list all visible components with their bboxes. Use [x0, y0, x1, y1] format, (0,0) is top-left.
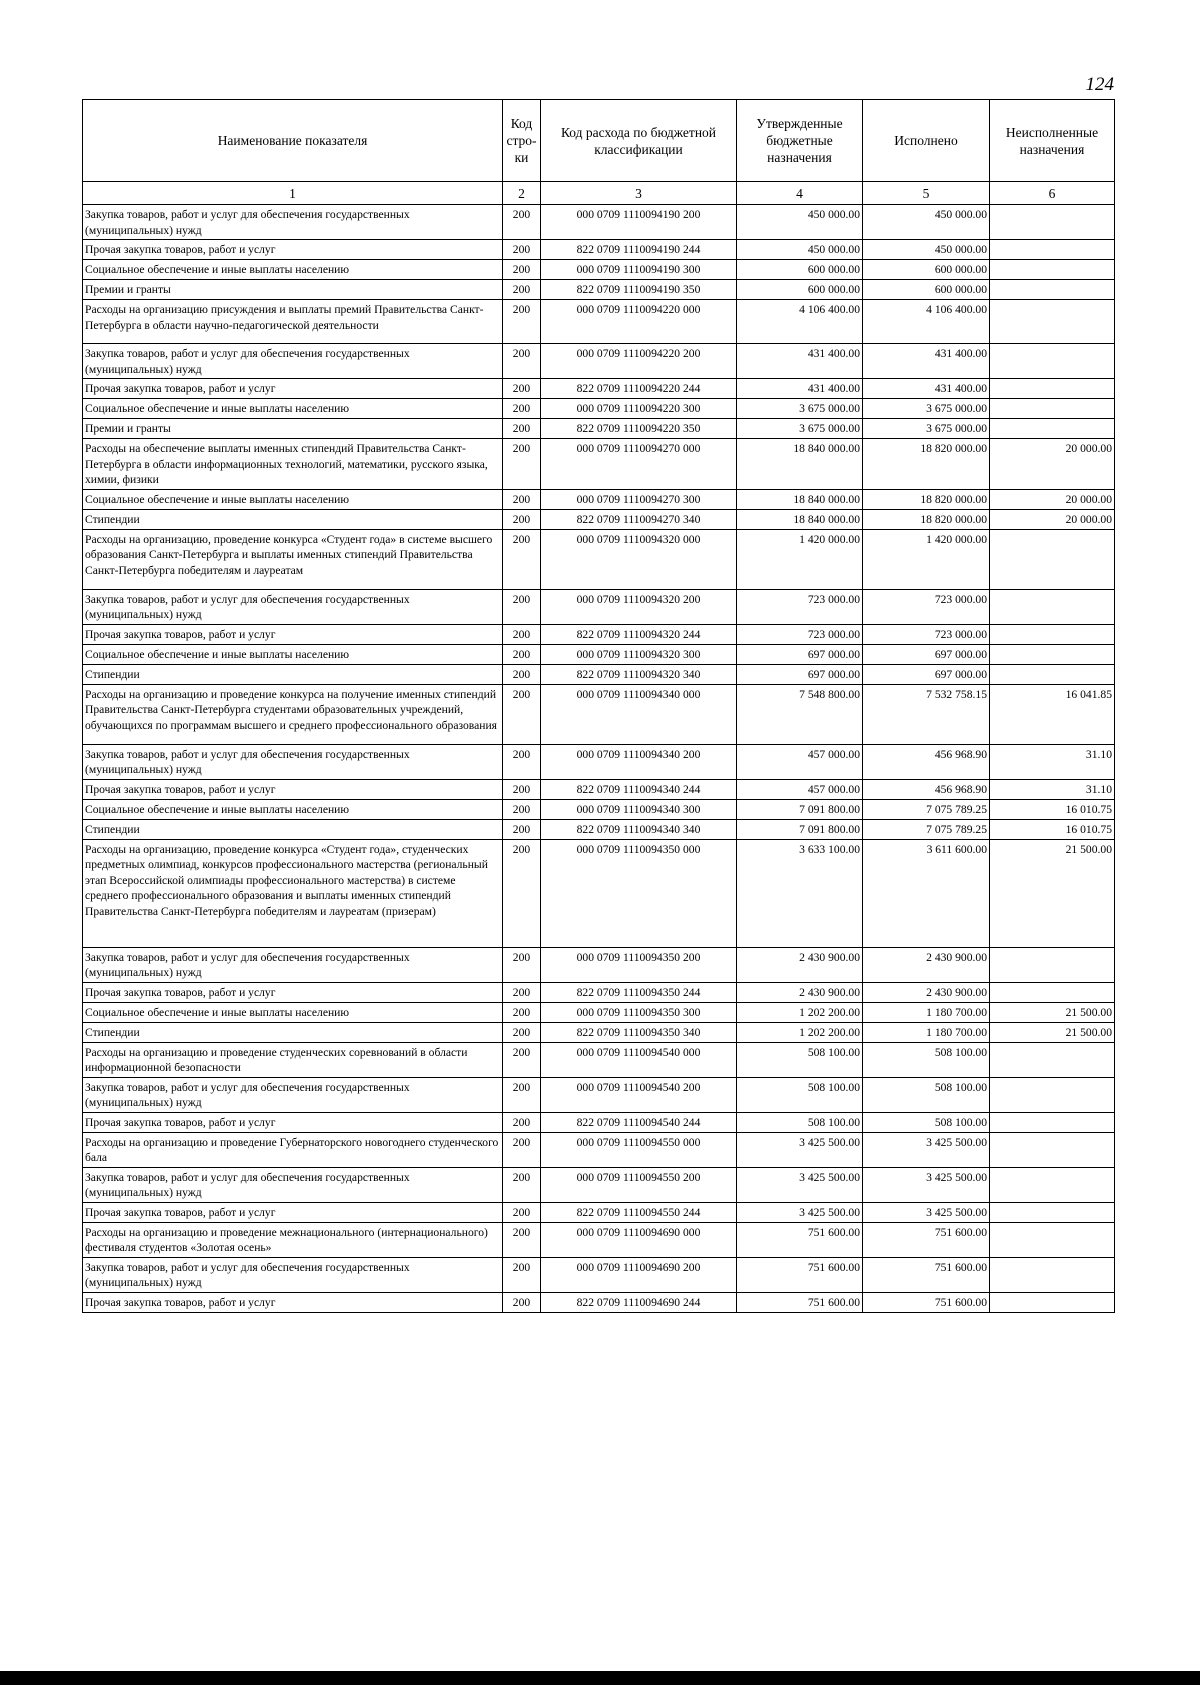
executed-amount: 1 420 000.00 — [863, 529, 990, 589]
indicator-name: Прочая закупка товаров, работ и услуг — [83, 1292, 503, 1312]
approved-amount: 600 000.00 — [737, 260, 863, 280]
table-row — [83, 399, 1115, 419]
line-code: 200 — [503, 344, 541, 379]
line-code: 200 — [503, 260, 541, 280]
expense-code: 000 0709 1110094350 200 — [541, 947, 737, 982]
unexecuted-amount — [990, 1257, 1115, 1292]
approved-amount: 3 425 500.00 — [737, 1132, 863, 1167]
approved-amount: 508 100.00 — [737, 1077, 863, 1112]
indicator-name: Расходы на организацию и проведение студенческих соревнований в области информационной безопасности — [83, 1042, 503, 1077]
line-code: 200 — [503, 489, 541, 509]
executed-amount: 456 968.90 — [863, 779, 990, 799]
approved-amount: 1 420 000.00 — [737, 529, 863, 589]
expense-code: 822 0709 1110094350 244 — [541, 982, 737, 1002]
indicator-name: Расходы на организацию, проведение конкурса «Студент года» в системе высшего образования Санкт-Петербурга и выплаты именных стипендий Правительства Санкт-Петербурга победителям и лауреатам — [83, 529, 503, 589]
indicator-name: Закупка товаров, работ и услуг для обеспечения государственных (муниципальных) нужд — [83, 344, 503, 379]
expense-code: 822 0709 1110094220 350 — [541, 419, 737, 439]
indicator-name: Стипендии — [83, 509, 503, 529]
line-code: 200 — [503, 839, 541, 947]
indicator-name: Премии и гранты — [83, 419, 503, 439]
line-code: 200 — [503, 947, 541, 982]
indicator-name: Прочая закупка товаров, работ и услуг — [83, 982, 503, 1002]
header-indicator-name: Наименование показателя — [83, 100, 503, 182]
table-row — [83, 439, 1115, 490]
executed-amount: 4 106 400.00 — [863, 300, 990, 344]
line-code: 200 — [503, 509, 541, 529]
approved-amount: 18 840 000.00 — [737, 509, 863, 529]
indicator-name: Социальное обеспечение и иные выплаты населению — [83, 644, 503, 664]
line-code: 200 — [503, 684, 541, 744]
executed-amount: 18 820 000.00 — [863, 489, 990, 509]
unexecuted-amount — [990, 589, 1115, 624]
indicator-name: Закупка товаров, работ и услуг для обеспечения государственных (муниципальных) нужд — [83, 744, 503, 779]
unexecuted-amount — [990, 1292, 1115, 1312]
indicator-name: Социальное обеспечение и иные выплаты населению — [83, 399, 503, 419]
indicator-name: Социальное обеспечение и иные выплаты населению — [83, 260, 503, 280]
indicator-name: Премии и гранты — [83, 280, 503, 300]
table-body — [83, 205, 1115, 1313]
approved-amount: 457 000.00 — [737, 744, 863, 779]
executed-amount: 18 820 000.00 — [863, 439, 990, 490]
indicator-name: Стипендии — [83, 819, 503, 839]
executed-amount: 2 430 900.00 — [863, 982, 990, 1002]
approved-amount: 751 600.00 — [737, 1222, 863, 1257]
table-row — [83, 644, 1115, 664]
approved-amount: 431 400.00 — [737, 344, 863, 379]
executed-amount: 697 000.00 — [863, 644, 990, 664]
expense-code: 822 0709 1110094190 244 — [541, 240, 737, 260]
indicator-name: Расходы на организацию и проведение Губернаторского новогоднего студенческого бала — [83, 1132, 503, 1167]
unexecuted-amount: 20 000.00 — [990, 489, 1115, 509]
executed-amount: 697 000.00 — [863, 664, 990, 684]
line-code: 200 — [503, 1002, 541, 1022]
expense-code: 822 0709 1110094320 340 — [541, 664, 737, 684]
expense-code: 000 0709 1110094540 200 — [541, 1077, 737, 1112]
approved-amount: 697 000.00 — [737, 664, 863, 684]
expense-code: 000 0709 1110094190 200 — [541, 205, 737, 240]
expense-code: 822 0709 1110094340 244 — [541, 779, 737, 799]
approved-amount: 2 430 900.00 — [737, 982, 863, 1002]
expense-code: 000 0709 1110094550 000 — [541, 1132, 737, 1167]
expense-code: 000 0709 1110094690 000 — [541, 1222, 737, 1257]
line-code: 200 — [503, 280, 541, 300]
expense-code: 000 0709 1110094320 200 — [541, 589, 737, 624]
approved-amount: 697 000.00 — [737, 644, 863, 664]
unexecuted-amount — [990, 205, 1115, 240]
unexecuted-amount — [990, 1167, 1115, 1202]
expense-code: 000 0709 1110094340 000 — [541, 684, 737, 744]
table-row — [83, 489, 1115, 509]
approved-amount: 450 000.00 — [737, 240, 863, 260]
line-code: 200 — [503, 819, 541, 839]
line-code: 200 — [503, 624, 541, 644]
expense-code: 000 0709 1110094340 200 — [541, 744, 737, 779]
line-code: 200 — [503, 1202, 541, 1222]
executed-amount: 751 600.00 — [863, 1222, 990, 1257]
indicator-name: Закупка товаров, работ и услуг для обеспечения государственных (муниципальных) нужд — [83, 589, 503, 624]
executed-amount: 600 000.00 — [863, 280, 990, 300]
table-row — [83, 1112, 1115, 1132]
table-row — [83, 509, 1115, 529]
expense-code: 822 0709 1110094690 244 — [541, 1292, 737, 1312]
unexecuted-amount: 16 041.85 — [990, 684, 1115, 744]
unexecuted-amount: 16 010.75 — [990, 819, 1115, 839]
unexecuted-amount — [990, 1222, 1115, 1257]
approved-amount: 723 000.00 — [737, 624, 863, 644]
line-code: 200 — [503, 419, 541, 439]
table-row — [83, 947, 1115, 982]
approved-amount: 7 548 800.00 — [737, 684, 863, 744]
indicator-name: Расходы на организацию и проведение конкурса на получение именных стипендий Правительства Санкт-Петербурга студентами образовательных учреждений, обучающихся по программам высшего и среднего профессионального образования — [83, 684, 503, 744]
expense-code: 000 0709 1110094540 000 — [541, 1042, 737, 1077]
expense-code: 822 0709 1110094340 340 — [541, 819, 737, 839]
expense-code: 000 0709 1110094270 300 — [541, 489, 737, 509]
indicator-name: Расходы на организацию присуждения и выплаты премий Правительства Санкт-Петербурга в области научно-педагогической деятельности — [83, 300, 503, 344]
scan-edge-bar — [0, 1671, 1200, 1685]
indicator-name: Социальное обеспечение и иные выплаты населению — [83, 799, 503, 819]
table-row — [83, 684, 1115, 744]
approved-amount: 7 091 800.00 — [737, 799, 863, 819]
executed-amount: 7 075 789.25 — [863, 819, 990, 839]
expense-code: 822 0709 1110094270 340 — [541, 509, 737, 529]
table-row — [83, 419, 1115, 439]
approved-amount: 751 600.00 — [737, 1292, 863, 1312]
executed-amount: 723 000.00 — [863, 589, 990, 624]
column-number: 6 — [990, 182, 1115, 205]
unexecuted-amount: 20 000.00 — [990, 439, 1115, 490]
executed-amount: 1 180 700.00 — [863, 1002, 990, 1022]
executed-amount: 431 400.00 — [863, 344, 990, 379]
executed-amount: 508 100.00 — [863, 1112, 990, 1132]
table-row — [83, 1257, 1115, 1292]
table-row — [83, 589, 1115, 624]
approved-amount: 751 600.00 — [737, 1257, 863, 1292]
unexecuted-amount — [990, 280, 1115, 300]
line-code: 200 — [503, 744, 541, 779]
column-headers — [83, 100, 1115, 182]
unexecuted-amount — [990, 399, 1115, 419]
unexecuted-amount — [990, 300, 1115, 344]
approved-amount: 508 100.00 — [737, 1042, 863, 1077]
unexecuted-amount — [990, 260, 1115, 280]
unexecuted-amount: 31.10 — [990, 744, 1115, 779]
table-row — [83, 529, 1115, 589]
table-row — [83, 839, 1115, 947]
line-code: 200 — [503, 1042, 541, 1077]
approved-amount: 3 425 500.00 — [737, 1167, 863, 1202]
line-code: 200 — [503, 1167, 541, 1202]
executed-amount: 450 000.00 — [863, 205, 990, 240]
executed-amount: 7 532 758.15 — [863, 684, 990, 744]
approved-amount: 3 633 100.00 — [737, 839, 863, 947]
indicator-name: Закупка товаров, работ и услуг для обеспечения государственных (муниципальных) нужд — [83, 1257, 503, 1292]
expense-code: 822 0709 1110094320 244 — [541, 624, 737, 644]
approved-amount: 2 430 900.00 — [737, 947, 863, 982]
header-approved: Утвержденные бюджетные назначения — [737, 100, 863, 182]
table-row — [83, 819, 1115, 839]
line-code: 200 — [503, 529, 541, 589]
approved-amount: 431 400.00 — [737, 379, 863, 399]
table-row — [83, 1022, 1115, 1042]
table-row — [83, 260, 1115, 280]
budget-execution-table — [82, 99, 1115, 1313]
table-row — [83, 1167, 1115, 1202]
executed-amount: 7 075 789.25 — [863, 799, 990, 819]
executed-amount: 431 400.00 — [863, 379, 990, 399]
indicator-name: Прочая закупка товаров, работ и услуг — [83, 240, 503, 260]
table-row — [83, 379, 1115, 399]
expense-code: 000 0709 1110094220 000 — [541, 300, 737, 344]
executed-amount: 508 100.00 — [863, 1042, 990, 1077]
table-row — [83, 344, 1115, 379]
column-number: 1 — [83, 182, 503, 205]
executed-amount: 3 675 000.00 — [863, 419, 990, 439]
table-row — [83, 300, 1115, 344]
approved-amount: 1 202 200.00 — [737, 1002, 863, 1022]
table-row — [83, 1202, 1115, 1222]
indicator-name: Прочая закупка товаров, работ и услуг — [83, 379, 503, 399]
executed-amount: 508 100.00 — [863, 1077, 990, 1112]
indicator-name: Закупка товаров, работ и услуг для обеспечения государственных (муниципальных) нужд — [83, 1167, 503, 1202]
table-row — [83, 240, 1115, 260]
expense-code: 822 0709 1110094540 244 — [541, 1112, 737, 1132]
approved-amount: 4 106 400.00 — [737, 300, 863, 344]
line-code: 200 — [503, 1222, 541, 1257]
line-code: 200 — [503, 399, 541, 419]
approved-amount: 600 000.00 — [737, 280, 863, 300]
approved-amount: 7 091 800.00 — [737, 819, 863, 839]
expense-code: 000 0709 1110094320 300 — [541, 644, 737, 664]
unexecuted-amount — [990, 1132, 1115, 1167]
line-code: 200 — [503, 1257, 541, 1292]
line-code: 200 — [503, 779, 541, 799]
column-numbers — [83, 182, 1115, 205]
unexecuted-amount — [990, 1202, 1115, 1222]
line-code: 200 — [503, 799, 541, 819]
line-code: 200 — [503, 240, 541, 260]
approved-amount: 1 202 200.00 — [737, 1022, 863, 1042]
executed-amount: 1 180 700.00 — [863, 1022, 990, 1042]
approved-amount: 3 675 000.00 — [737, 399, 863, 419]
expense-code: 000 0709 1110094270 000 — [541, 439, 737, 490]
approved-amount: 18 840 000.00 — [737, 439, 863, 490]
indicator-name: Закупка товаров, работ и услуг для обеспечения государственных (муниципальных) нужд — [83, 947, 503, 982]
table-row — [83, 205, 1115, 240]
table-row — [83, 1002, 1115, 1022]
indicator-name: Стипендии — [83, 1022, 503, 1042]
line-code: 200 — [503, 1112, 541, 1132]
table-row — [83, 664, 1115, 684]
line-code: 200 — [503, 1132, 541, 1167]
page-number: 124 — [1085, 74, 1114, 95]
line-code: 200 — [503, 982, 541, 1002]
expense-code: 000 0709 1110094690 200 — [541, 1257, 737, 1292]
table-row — [83, 280, 1115, 300]
column-number: 4 — [737, 182, 863, 205]
approved-amount: 450 000.00 — [737, 205, 863, 240]
indicator-name: Социальное обеспечение и иные выплаты населению — [83, 1002, 503, 1022]
line-code: 200 — [503, 379, 541, 399]
unexecuted-amount: 21 500.00 — [990, 1002, 1115, 1022]
executed-amount: 2 430 900.00 — [863, 947, 990, 982]
executed-amount: 450 000.00 — [863, 240, 990, 260]
approved-amount: 723 000.00 — [737, 589, 863, 624]
indicator-name: Закупка товаров, работ и услуг для обеспечения государственных (муниципальных) нужд — [83, 1077, 503, 1112]
indicator-name: Расходы на организацию и проведение межнационального (интернационального) фестиваля студентов «Золотая осень» — [83, 1222, 503, 1257]
table-row — [83, 744, 1115, 779]
line-code: 200 — [503, 439, 541, 490]
executed-amount: 456 968.90 — [863, 744, 990, 779]
unexecuted-amount: 31.10 — [990, 779, 1115, 799]
executed-amount: 3 425 500.00 — [863, 1167, 990, 1202]
unexecuted-amount — [990, 664, 1115, 684]
line-code: 200 — [503, 205, 541, 240]
column-number: 5 — [863, 182, 990, 205]
column-number: 3 — [541, 182, 737, 205]
table-row — [83, 1077, 1115, 1112]
expense-code: 000 0709 1110094190 300 — [541, 260, 737, 280]
line-code: 200 — [503, 300, 541, 344]
executed-amount: 723 000.00 — [863, 624, 990, 644]
unexecuted-amount: 21 500.00 — [990, 839, 1115, 947]
header-unexecuted: Неисполненные назначения — [990, 100, 1115, 182]
column-number: 2 — [503, 182, 541, 205]
unexecuted-amount — [990, 982, 1115, 1002]
unexecuted-amount — [990, 624, 1115, 644]
unexecuted-amount — [990, 1077, 1115, 1112]
executed-amount: 3 611 600.00 — [863, 839, 990, 947]
expense-code: 000 0709 1110094220 200 — [541, 344, 737, 379]
approved-amount: 18 840 000.00 — [737, 489, 863, 509]
line-code: 200 — [503, 644, 541, 664]
indicator-name: Прочая закупка товаров, работ и услуг — [83, 779, 503, 799]
table-row — [83, 799, 1115, 819]
executed-amount: 18 820 000.00 — [863, 509, 990, 529]
indicator-name: Стипендии — [83, 664, 503, 684]
unexecuted-amount: 16 010.75 — [990, 799, 1115, 819]
approved-amount: 457 000.00 — [737, 779, 863, 799]
unexecuted-amount — [990, 644, 1115, 664]
indicator-name: Прочая закупка товаров, работ и услуг — [83, 1202, 503, 1222]
executed-amount: 3 425 500.00 — [863, 1202, 990, 1222]
unexecuted-amount — [990, 344, 1115, 379]
executed-amount: 751 600.00 — [863, 1257, 990, 1292]
unexecuted-amount: 20 000.00 — [990, 509, 1115, 529]
table-row — [83, 779, 1115, 799]
executed-amount: 751 600.00 — [863, 1292, 990, 1312]
unexecuted-amount — [990, 419, 1115, 439]
approved-amount: 508 100.00 — [737, 1112, 863, 1132]
indicator-name: Прочая закупка товаров, работ и услуг — [83, 624, 503, 644]
expense-code: 822 0709 1110094550 244 — [541, 1202, 737, 1222]
indicator-name: Расходы на организацию, проведение конкурса «Студент года», студенческих предметных олимпиад, конкурсов профессионального мастерства (региональный этап Всероссийской олимпиады профессионального мастерства) в системе среднего профессионального образования и выплаты именных стипендий Правительства Санкт-Петербурга победителям и лауреатам (призерам) — [83, 839, 503, 947]
unexecuted-amount — [990, 1112, 1115, 1132]
line-code: 200 — [503, 1022, 541, 1042]
unexecuted-amount — [990, 240, 1115, 260]
header-line-code: Код стро- ки — [503, 100, 541, 182]
table-row — [83, 1222, 1115, 1257]
unexecuted-amount — [990, 1042, 1115, 1077]
table-row — [83, 1132, 1115, 1167]
unexecuted-amount: 21 500.00 — [990, 1022, 1115, 1042]
table-row — [83, 1042, 1115, 1077]
executed-amount: 3 425 500.00 — [863, 1132, 990, 1167]
expense-code: 000 0709 1110094350 000 — [541, 839, 737, 947]
expense-code: 000 0709 1110094350 300 — [541, 1002, 737, 1022]
unexecuted-amount — [990, 379, 1115, 399]
line-code: 200 — [503, 664, 541, 684]
expense-code: 822 0709 1110094350 340 — [541, 1022, 737, 1042]
table-row — [83, 982, 1115, 1002]
line-code: 200 — [503, 1077, 541, 1112]
unexecuted-amount — [990, 947, 1115, 982]
header-expense-code: Код расхода по бюджетной классификации — [541, 100, 737, 182]
line-code: 200 — [503, 589, 541, 624]
indicator-name: Расходы на обеспечение выплаты именных стипендий Правительства Санкт-Петербурга в области информационных технологий, математики, русского языка, химии, физики — [83, 439, 503, 490]
expense-code: 000 0709 1110094220 300 — [541, 399, 737, 419]
line-code: 200 — [503, 1292, 541, 1312]
table-row — [83, 624, 1115, 644]
executed-amount: 3 675 000.00 — [863, 399, 990, 419]
expense-code: 000 0709 1110094550 200 — [541, 1167, 737, 1202]
approved-amount: 3 425 500.00 — [737, 1202, 863, 1222]
expense-code: 000 0709 1110094320 000 — [541, 529, 737, 589]
expense-code: 822 0709 1110094190 350 — [541, 280, 737, 300]
expense-code: 000 0709 1110094340 300 — [541, 799, 737, 819]
indicator-name: Прочая закупка товаров, работ и услуг — [83, 1112, 503, 1132]
indicator-name: Закупка товаров, работ и услуг для обеспечения государственных (муниципальных) нужд — [83, 205, 503, 240]
approved-amount: 3 675 000.00 — [737, 419, 863, 439]
indicator-name: Социальное обеспечение и иные выплаты населению — [83, 489, 503, 509]
expense-code: 822 0709 1110094220 244 — [541, 379, 737, 399]
executed-amount: 600 000.00 — [863, 260, 990, 280]
header-executed: Исполнено — [863, 100, 990, 182]
table-row — [83, 1292, 1115, 1312]
unexecuted-amount — [990, 529, 1115, 589]
